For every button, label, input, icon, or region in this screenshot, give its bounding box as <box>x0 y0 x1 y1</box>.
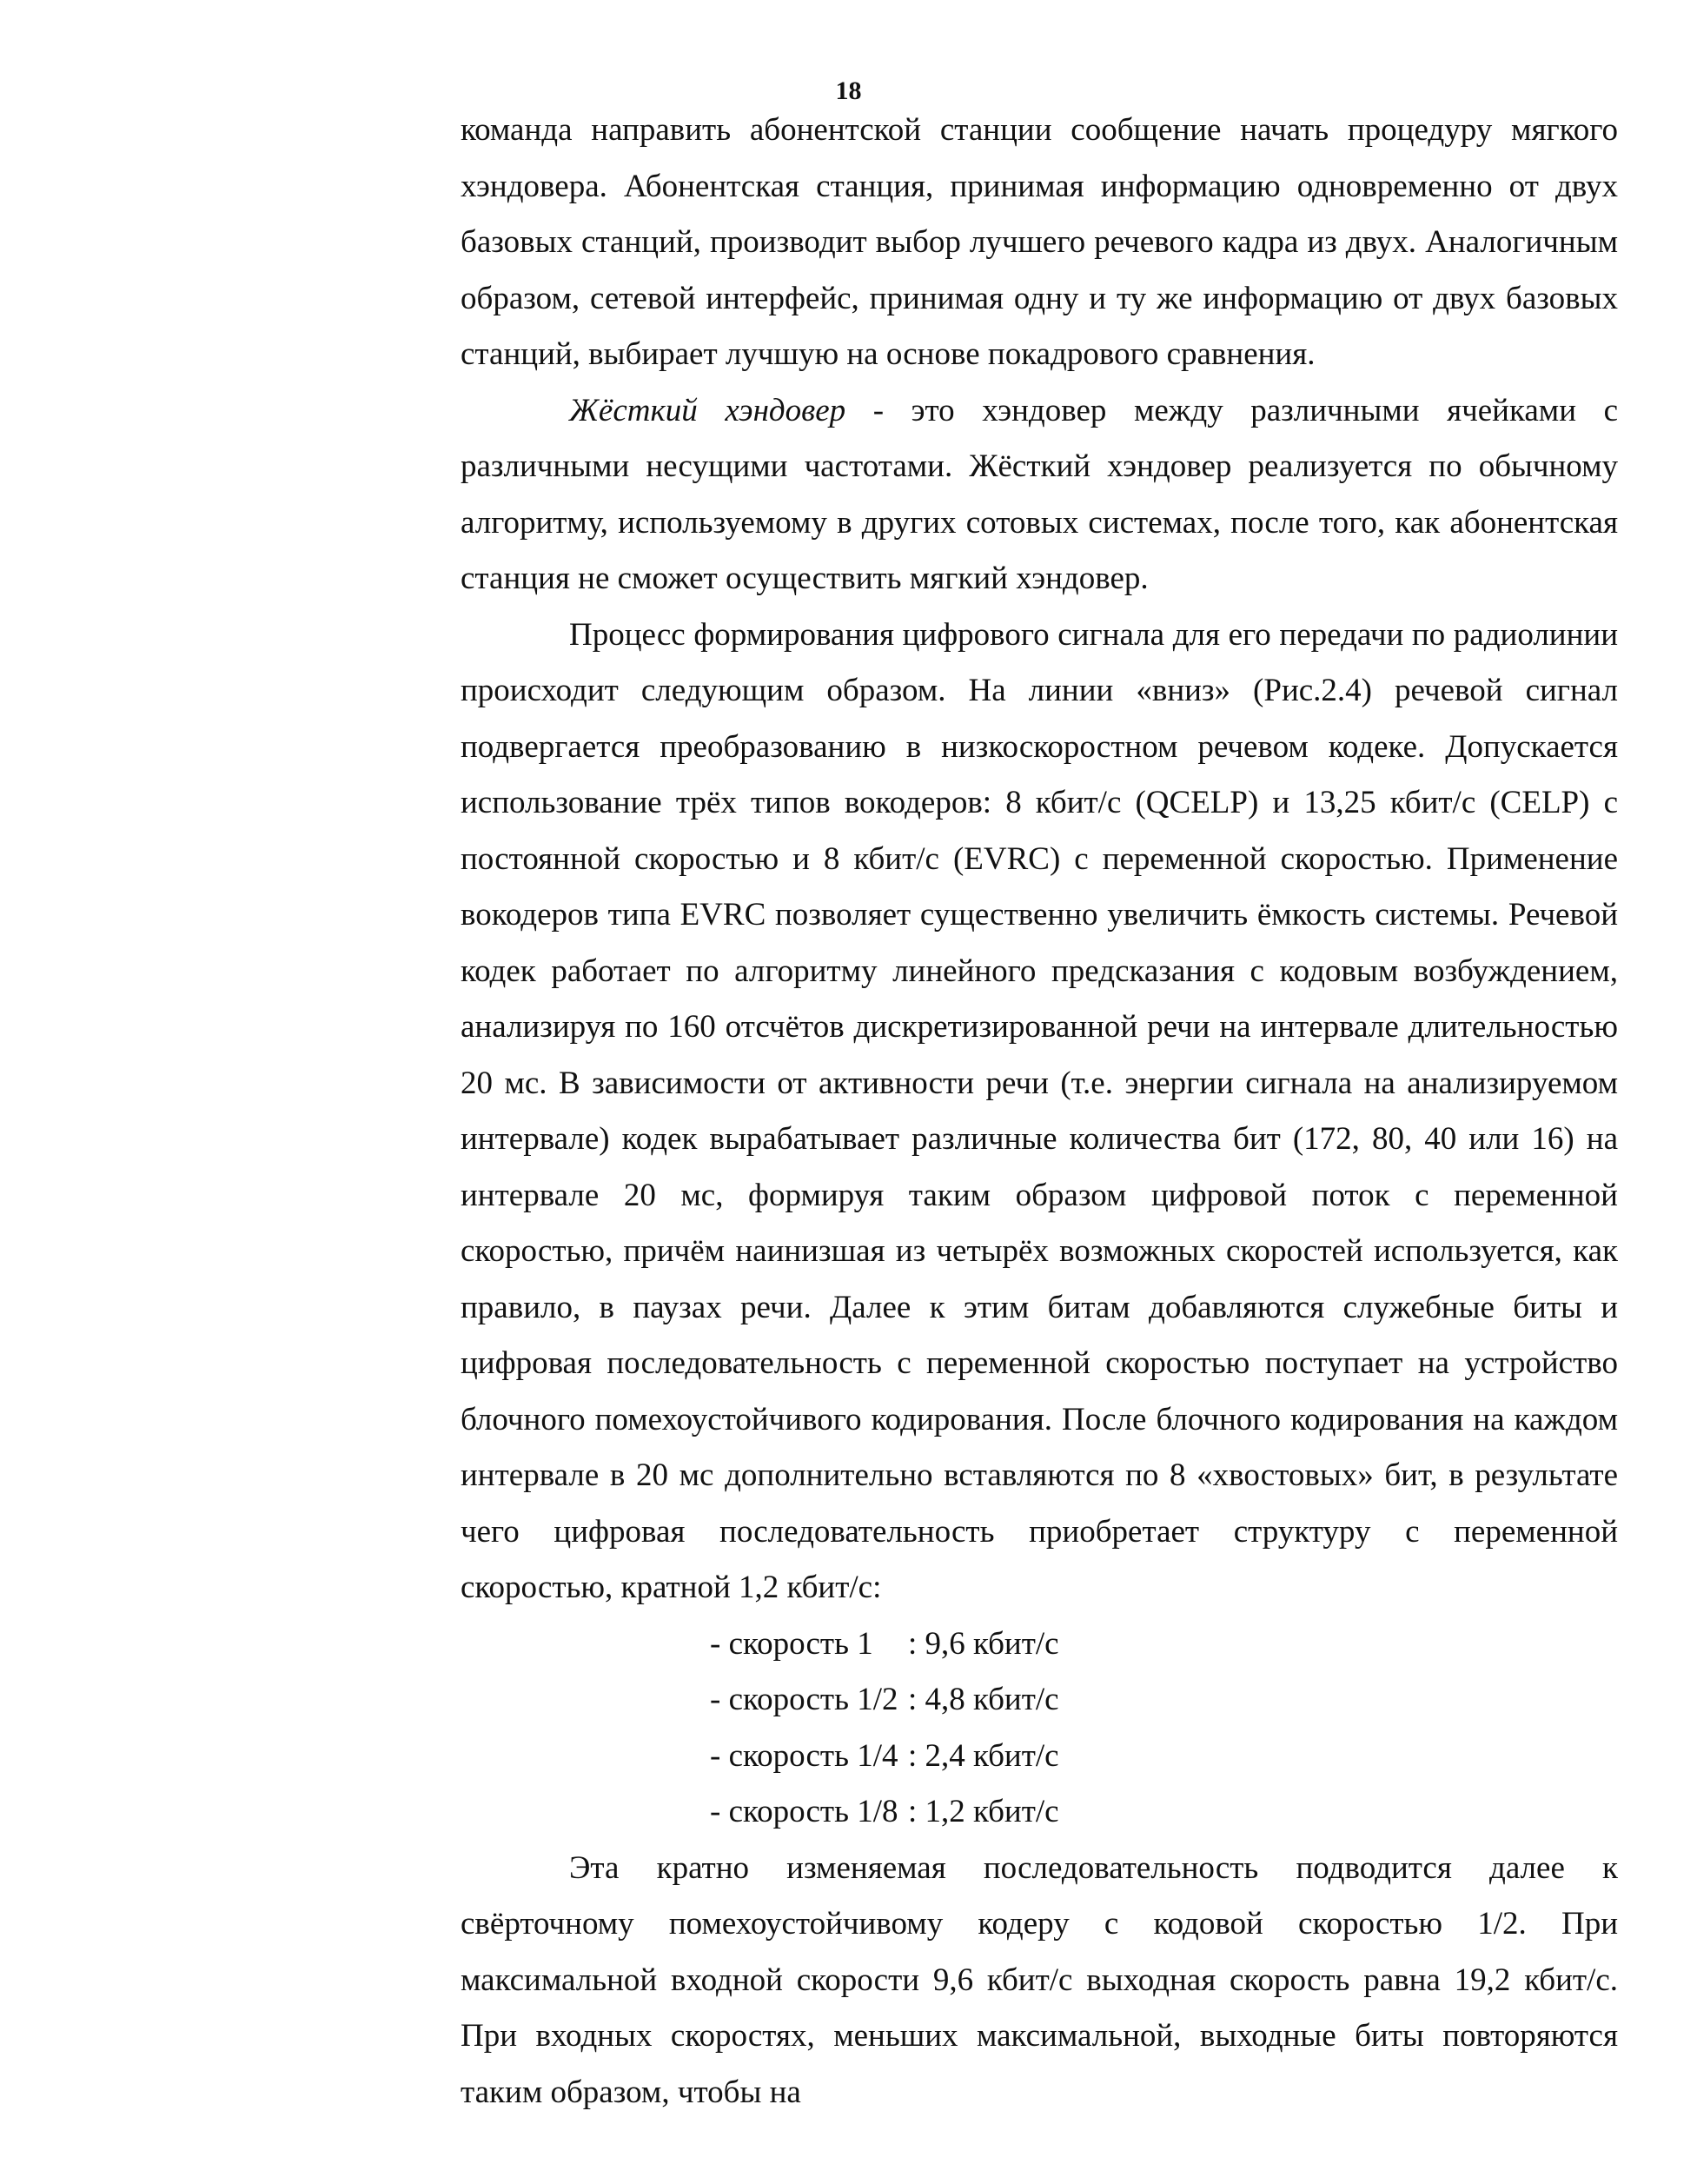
speed-label: - скорость 1/2 <box>710 1682 898 1717</box>
speed-value: : 4,8 кбит/с <box>908 1682 1059 1717</box>
speed-item <box>710 1616 1618 1673</box>
speed-value: : 2,4 кбит/с <box>908 1737 1059 1774</box>
speed-item <box>710 1672 1618 1729</box>
hard-handover-definition: - это хэндовер между различными ячейками с различными несущими частотами. Жёсткий хэндовер реализуется по обычному алгоритму, используемому в других сотовых системах, после того, как абонентская станция не сможет осуществить мягкий хэндовер. <box>461 392 1618 596</box>
paragraph-hard-handover <box>461 383 1618 607</box>
paragraph-signal-formation: Процесс формирования цифрового сигнала для его передачи по радиолинии происходит следующим образом. На линии «вниз» (Рис.2.4) речевой сигнал подвергается преобразованию в низкоскоростном речевом кодеке. Допускается использование трёх типов вокодеров: 8 кбит/с (QCELP) и 13,25 кбит/с (CELP) с постоянной скоростью и 8 кбит/с (EVRC) с переменной скоростью. Применение вокодеров типа EVRC позволяет существенно увеличить ёмкость системы. Речевой кодек работает по алгоритму линейного предсказания с кодовым возбуждением, анализируя по 160 отсчётов дискретизированной речи на интервале длительностью 20 мс. В зависимости от активности речи (т.е. энергии сигнала на анализируемом интервале) кодек вырабатывает различные количества бит (172, 80, 40 или 16) на интервале 20 мс, формируя таким образом цифровой поток с переменной скоростью, причём наинизшая из четырёх возможных скоростей используется, как правило, в паузах речи. Далее к этим битам добавляются служебные биты и цифровая последовательность с переменной скоростью поступает на устройство блочного помехоустойчивого кодирования. После блочного кодирования на каждом интервале в 20 мс дополнительно вставляются по 8 «хвостовых» бит, в результате чего цифровая последовательность приобретает структуру с переменной скоростью, кратной 1,2 кбит/с: <box>461 616 1618 1605</box>
speed-value: : 9,6 кбит/с <box>908 1625 1059 1662</box>
paragraph-soft-handover: команда направить абонентской станции сообщение начать процедуру мягкого хэндовера. Абонентская станция, принимая информацию одновременно от двух базовых станций, производит выбор лучшего речевого кадра из двух. Аналогичным образом, сетевой интерфейс, принимая одну и ту же информацию от двух базовых станций, выбирает лучшую на основе покадрового сравнения. <box>461 112 1618 372</box>
speed-label: - скорость 1 <box>710 1625 873 1662</box>
page-number: 18 <box>835 76 862 105</box>
speed-list <box>461 1616 1618 1841</box>
body-text <box>461 103 1618 2121</box>
speed-item <box>710 1784 1618 1841</box>
speed-label: - скорость 1/8 <box>710 1794 898 1829</box>
speed-label: - скорость 1/4 <box>710 1737 898 1774</box>
speed-item <box>710 1729 1618 1785</box>
term-hard-handover: Жёсткий хэндовер <box>569 392 846 428</box>
speed-value: : 1,2 кбит/с <box>908 1794 1059 1829</box>
paragraph-convolutional-coder: Эта кратно изменяемая последовательность подводится далее к свёрточному помехоустойчивому кодеру с кодовой скоростью 1/2. При максимальной входной скорости 9,6 кбит/с выходная скорость равна 19,2 кбит/с. При входных скоростях, меньших максимальной, выходные биты повторяются таким образом, чтобы на <box>461 1849 1618 2110</box>
